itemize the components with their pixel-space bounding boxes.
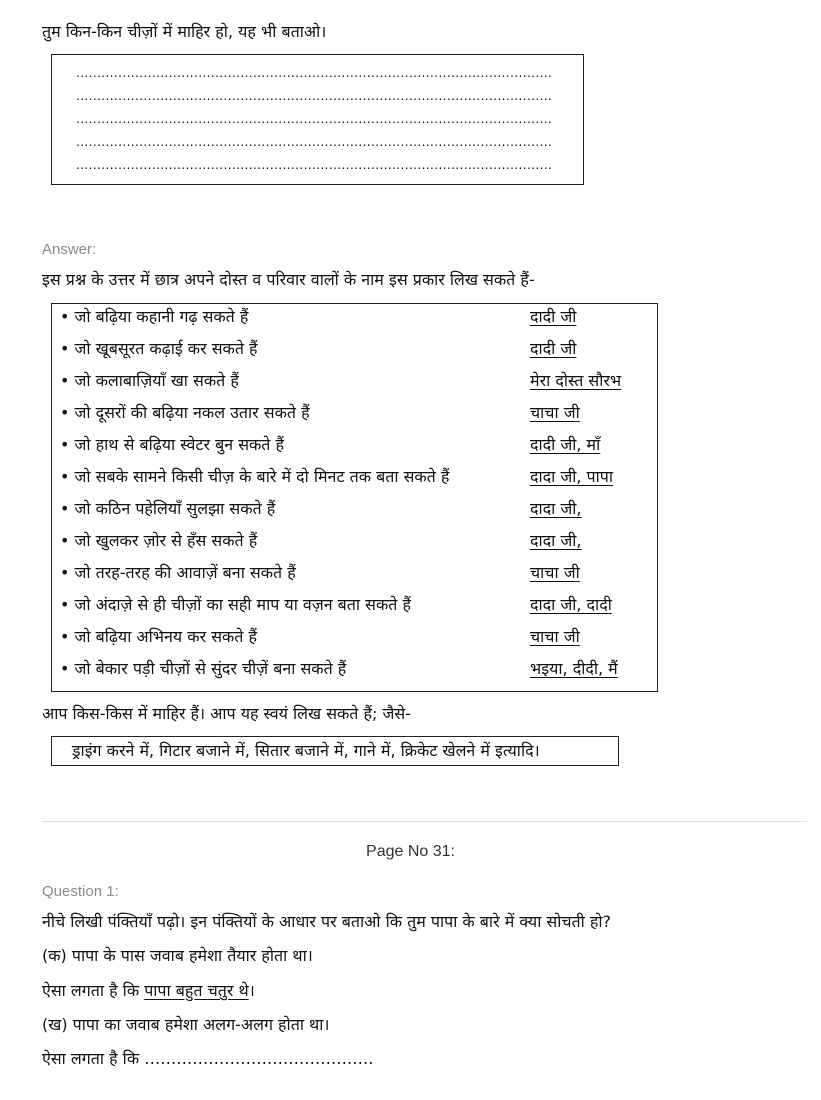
skill-text: • जो बढ़िया अभिनय कर सकते हैं bbox=[60, 627, 258, 646]
skill-text: • जो कलाबाज़ियाँ खा सकते हैं bbox=[60, 371, 239, 390]
answer-k-underlined: पापा बहुत चतुर थे bbox=[144, 981, 249, 1000]
answer-intro: इस प्रश्न के उत्तर में छात्र अपने दोस्त व परिवार वालों के नाम इस प्रकार लिख सकते हैं- bbox=[42, 270, 535, 289]
skill-text: • जो कठिन पहेलियाँ सुलझा सकते हैं bbox=[60, 499, 276, 518]
skill-text: • जो खूबसूरत कढ़ाई कर सकते हैं bbox=[60, 339, 258, 358]
table-row bbox=[60, 531, 660, 555]
skill-text: • जो बढ़िया कहानी गढ़ सकते हैं bbox=[60, 307, 249, 326]
table-row bbox=[60, 467, 660, 491]
person-name: दादी जी bbox=[530, 339, 577, 358]
person-name: चाचा जी bbox=[530, 403, 580, 422]
skill-text: • जो खुलकर ज़ोर से हँस सकते हैं bbox=[60, 531, 258, 550]
answer-table bbox=[51, 303, 658, 692]
blank-line: ................................................................................................................. bbox=[76, 90, 553, 102]
table-row bbox=[60, 435, 660, 459]
table-row bbox=[60, 403, 660, 427]
person-name: दादा जी, पापा bbox=[530, 467, 614, 486]
answer-kh-blank: ……………………………………. bbox=[144, 1049, 374, 1068]
person-name: चाचा जी bbox=[530, 627, 580, 646]
skill-text: • जो तरह-तरह की आवाज़ें बना सकते हैं bbox=[60, 563, 296, 582]
person-name: दादी जी, माँ bbox=[530, 435, 601, 454]
table-row bbox=[60, 339, 660, 363]
question-label: Question 1: bbox=[42, 883, 119, 900]
person-name: दादा जी, bbox=[530, 531, 582, 550]
answer-kh bbox=[42, 1049, 373, 1069]
statement-k: (क) पापा के पास जवाब हमेशा तैयार होता था। bbox=[42, 946, 313, 965]
skill-text: • जो अंदाज़े से ही चीज़ों का सही माप या वज़न बता सकते हैं bbox=[60, 595, 411, 614]
table-row bbox=[60, 499, 660, 523]
answer-label: Answer: bbox=[42, 241, 97, 258]
table-row bbox=[60, 627, 660, 651]
table-row bbox=[60, 595, 660, 619]
blank-line: ................................................................................................................. bbox=[76, 67, 553, 79]
person-name: दादा जी, दादी bbox=[530, 595, 612, 614]
page-number: Page No 31: bbox=[366, 843, 455, 860]
skill-text: • जो सबके सामने किसी चीज़ के बारे में दो मिनट तक बता सकते हैं bbox=[60, 467, 450, 486]
example-text: ड्राइंग करने में, गिटार बजाने में, सितार बजाने में, गाने में, क्रिकेट खेलने में इत्यादि। bbox=[72, 741, 540, 760]
question-text: नीचे लिखी पंक्तियाँ पढ़ो। इन पंक्तियों के आधार पर बताओ कि तुम पापा के बारे में क्या सोचती हो? bbox=[42, 912, 612, 931]
writing-box bbox=[51, 54, 584, 185]
blank-line: ................................................................................................................. bbox=[76, 113, 553, 125]
blank-line: ................................................................................................................. bbox=[76, 136, 553, 148]
section-divider bbox=[42, 821, 807, 822]
skill-text: • जो हाथ से बढ़िया स्वेटर बुन सकते हैं bbox=[60, 435, 284, 454]
answer-k-suffix: । bbox=[248, 981, 255, 1000]
table-row bbox=[60, 563, 660, 587]
person-name: चाचा जी bbox=[530, 563, 580, 582]
answer-k-prefix: ऐसा लगता है कि bbox=[42, 981, 145, 1000]
self-note: आप किस-किस में माहिर हैं। आप यह स्वयं लिख सकते हैं; जैसे- bbox=[42, 704, 411, 723]
table-row bbox=[60, 371, 660, 395]
answer-k bbox=[42, 981, 255, 1001]
example-box bbox=[51, 736, 619, 766]
skill-text: • जो दूसरों की बढ़िया नकल उतार सकते हैं bbox=[60, 403, 310, 422]
table-row bbox=[60, 307, 660, 331]
person-name: दादी जी bbox=[530, 307, 577, 326]
person-name: दादा जी, bbox=[530, 499, 582, 518]
skill-text: • जो बेकार पड़ी चीज़ों से सुंदर चीज़ें बना सकते हैं bbox=[60, 659, 347, 678]
person-name: भइया, दीदी, मैं bbox=[530, 659, 618, 678]
statement-kh: (ख) पापा का जवाब हमेशा अलग-अलग होता था। bbox=[42, 1015, 330, 1034]
blank-line: ................................................................................................................. bbox=[76, 159, 553, 171]
answer-kh-prefix: ऐसा लगता है कि bbox=[42, 1049, 145, 1068]
table-row bbox=[60, 659, 660, 683]
person-name: मेरा दोस्त सौरभ bbox=[530, 371, 622, 390]
intro-question: तुम किन-किन चीज़ों में माहिर हो, यह भी बताओ। bbox=[42, 22, 327, 41]
